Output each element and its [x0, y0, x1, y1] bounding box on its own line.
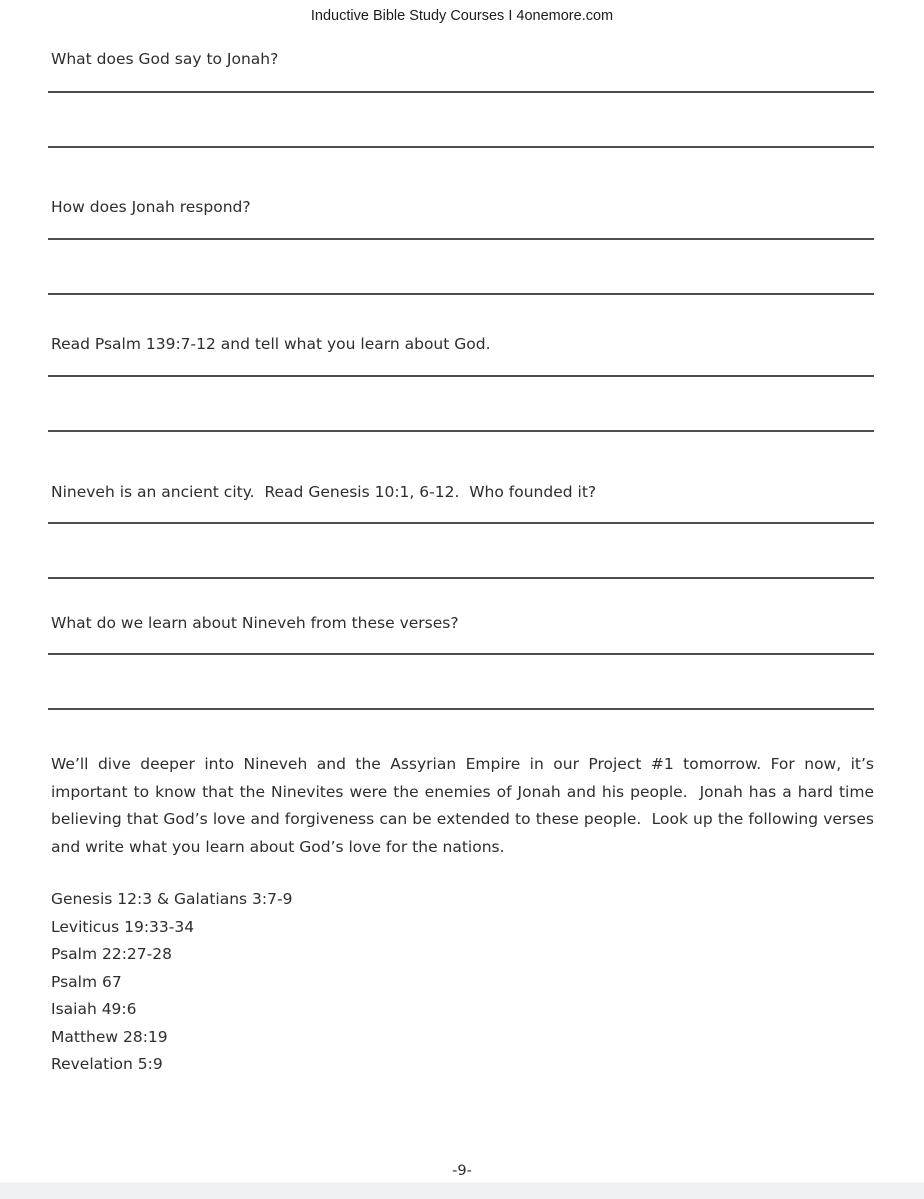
- verse-item: Psalm 67: [51, 972, 122, 991]
- verse-item: Psalm 22:27-28: [51, 945, 172, 963]
- answer-line: [48, 293, 874, 295]
- verse-list: [51, 886, 874, 1079]
- answer-line: [48, 522, 874, 524]
- question-text: What does God say to Jonah?: [51, 50, 279, 68]
- verse-item: Leviticus 19:33-34: [51, 917, 195, 936]
- answer-line: [48, 375, 874, 377]
- verse-item: Isaiah 49:6: [51, 1000, 137, 1018]
- question-text: What do we learn about Nineveh from these verses?: [51, 614, 459, 632]
- question-text: Read Psalm 139:7-12 and tell what you learn about God.: [51, 335, 491, 353]
- answer-line: [48, 91, 874, 93]
- verse-item: Revelation 5:9: [51, 1055, 163, 1073]
- verse-item: Genesis 12:3 & Galatians 3:7-9: [51, 890, 293, 908]
- instruction-paragraph: We’ll dive deeper into Nineveh and the Assyrian Empire in our Project #1 tomorrow. For now, it’s important to know that the Ninevites were the enemies of Jonah and his people. Jonah has a hard time believing that God’s love and forgiveness can be extended to these people. Look up the following verses and write what you learn about God’s love for the nations.: [51, 755, 879, 856]
- page-number: -9-: [452, 1163, 472, 1179]
- answer-line: [48, 238, 874, 240]
- page-header: Inductive Bible Study Courses I 4onemore.com: [310, 8, 614, 24]
- answer-line: [48, 653, 874, 655]
- answer-line: [48, 708, 874, 710]
- answer-line: [48, 430, 874, 432]
- question-text: Nineveh is an ancient city. Read Genesis 10:1, 6-12. Who founded it?: [51, 483, 597, 501]
- answer-line: [48, 577, 874, 579]
- viewer-background-strip: [0, 1182, 924, 1199]
- question-text: How does Jonah respond?: [51, 198, 251, 216]
- answer-line: [48, 146, 874, 148]
- verse-item: Matthew 28:19: [51, 1027, 168, 1046]
